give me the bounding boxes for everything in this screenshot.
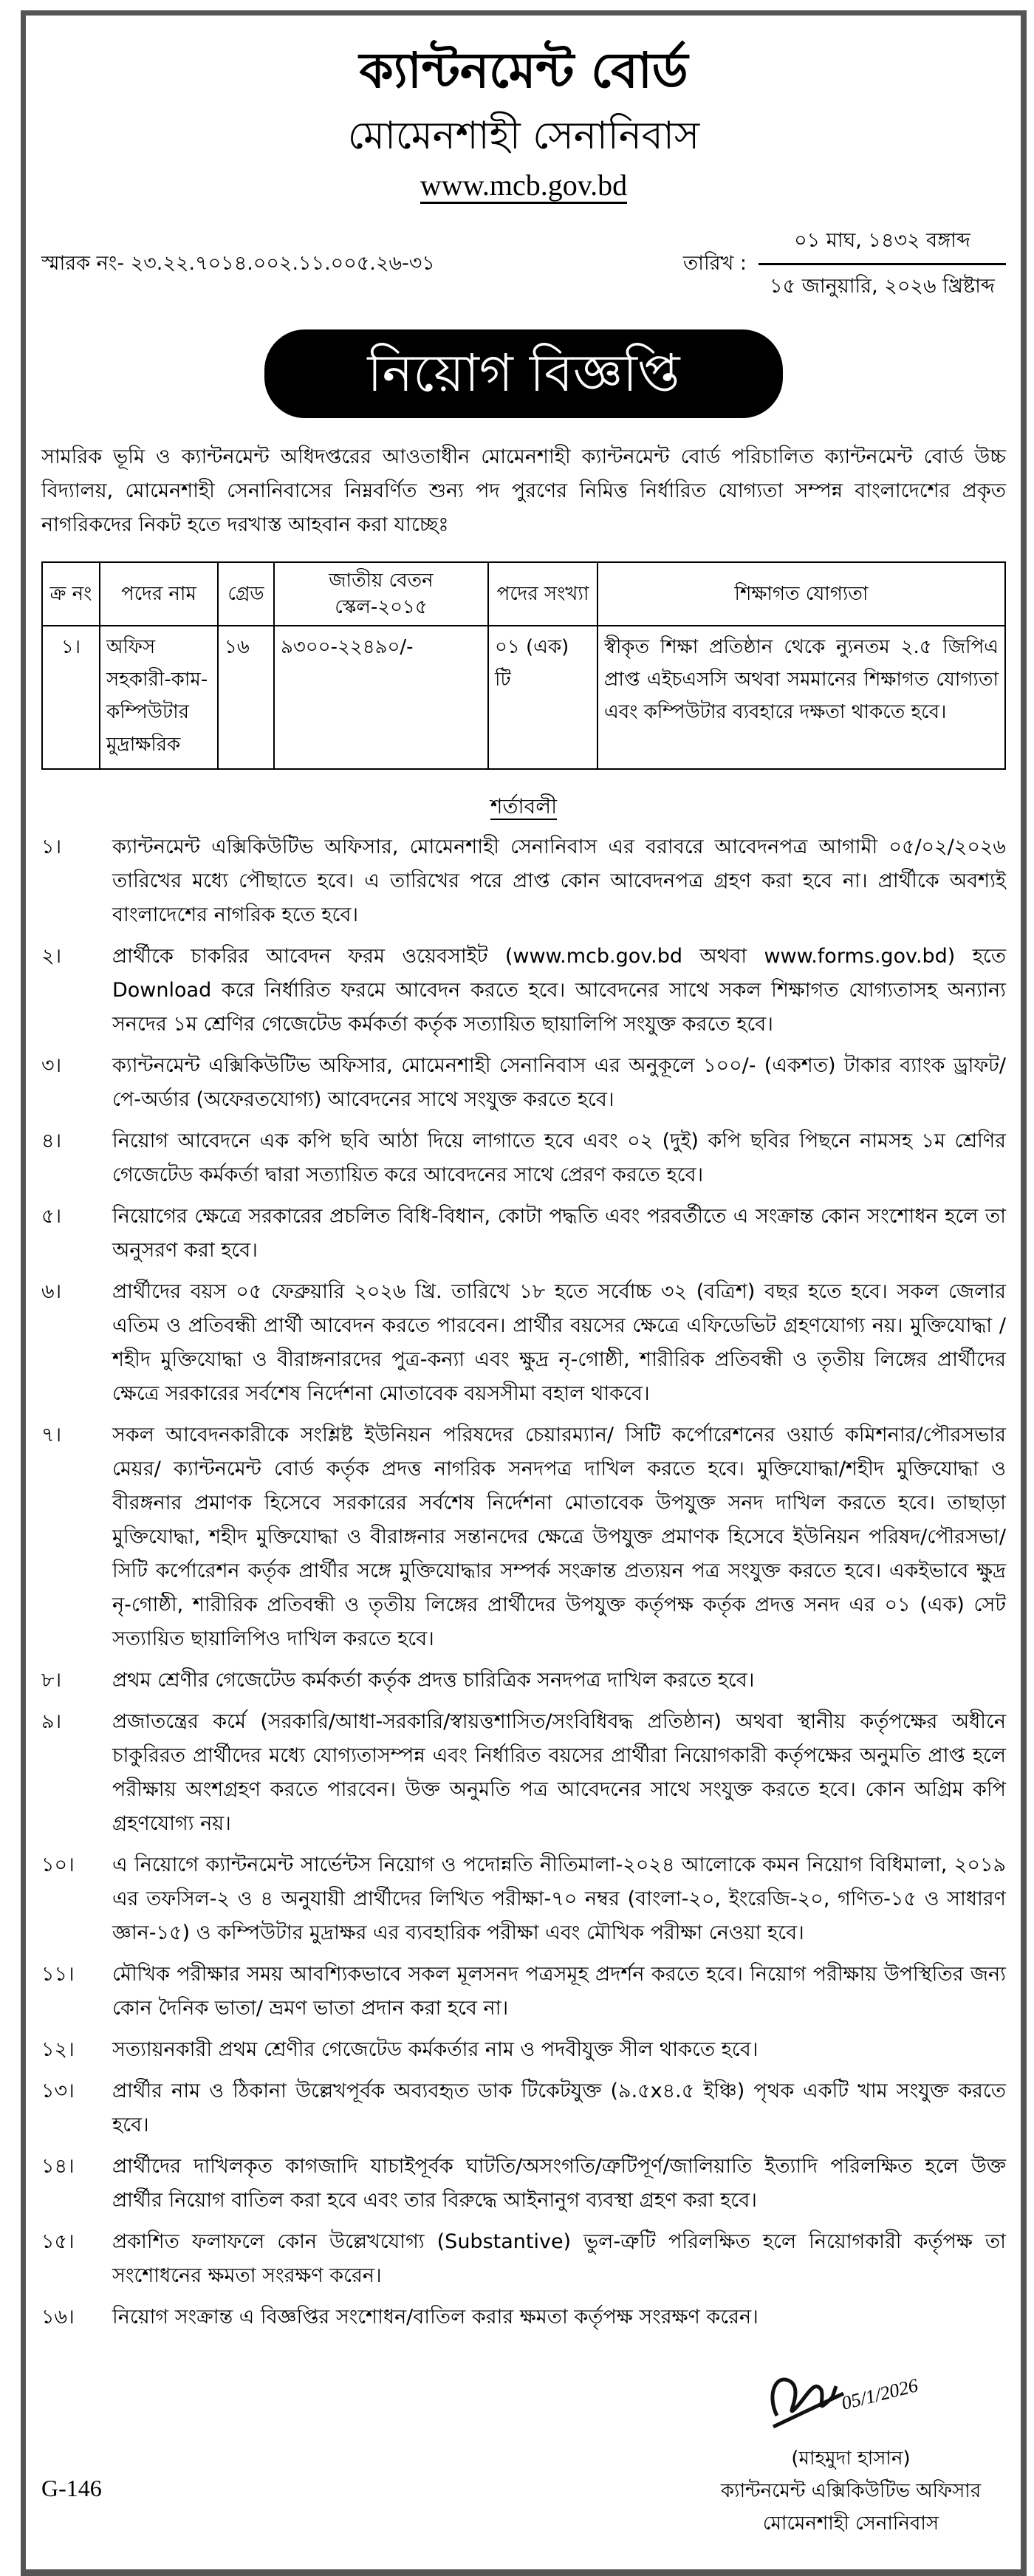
term-item [41, 1848, 1006, 1950]
term-number: ৮। [41, 1669, 62, 1692]
term-item [41, 830, 1006, 932]
cell-post-name: অফিস সহকারী-কাম-কম্পিউটার মুদ্রাক্ষরিক [100, 626, 218, 769]
signature-column [696, 2364, 1006, 2540]
memo-number: স্মারক নং- ২৩.২২.৭০১৪.০০২.১১.০০৫.২৬-৩১ [41, 252, 435, 275]
term-item [41, 2225, 1006, 2293]
term-number: ৬। [41, 1280, 62, 1303]
terms-list [41, 830, 1006, 2334]
term-text: ক্যান্টনমেন্ট এক্সিকিউটিভ অফিসার, মোমেনশাহী সেনানিবাস এর বরাবরে আবেদনপত্র আগামী ০৫/০২/২০২৬ তারিখের মধ্যে পৌছাতে হবে। এ তারিখের পরে প্রাপ্ত কোন আবেদনপত্র গ্রহণ করা হবে না। প্রার্থীকে অবশ্যই বাংলাদেশের নাগরিক হতে হবে। [112, 836, 1006, 926]
signature-date: 05/1/2026 [839, 2374, 920, 2414]
term-item [41, 1124, 1006, 1192]
cell-serial: ১। [42, 626, 100, 769]
term-item [41, 1200, 1006, 1268]
date-box [759, 225, 1006, 304]
term-text: ক্যান্টনমেন্ট এক্সিকিউটিভ অফিসার, মোমেনশাহী সেনানিবাস এর অনুকূলে ১০০/- (একশত) টাকার ব্যাংক ড্রাফট/পে-অর্ডার (অফেরতযোগ্য) আবেদনের সাথে সংযুক্ত করতে হবে। [112, 1054, 1006, 1111]
term-number: ১১। [41, 1963, 75, 1986]
date-wrap [683, 225, 1006, 304]
notice-title: নিয়োগ বিজ্ঞপ্তি [264, 329, 783, 418]
term-number: ৯। [41, 1710, 62, 1733]
term-item [41, 2074, 1006, 2142]
table-row [42, 626, 1005, 769]
term-item [41, 2033, 1006, 2067]
term-number: ১০। [41, 1854, 75, 1876]
term-number: ৪। [41, 1130, 62, 1152]
cell-pay-scale: ৯৩০০-২২৪৯০/- [274, 626, 488, 769]
term-item [41, 2150, 1006, 2218]
term-item [41, 1418, 1006, 1656]
term-text: প্রার্থীর নাম ও ঠিকানা উল্লেখপূর্বক অব্যবহৃত ডাক টিকেটযুক্ত (৯.৫x৪.৫ ইঞ্চি) পৃথক একটি খাম সংযুক্ত করতে হবে। [112, 2080, 1006, 2136]
document-border [21, 10, 1027, 2576]
term-text: প্রার্থীকে চাকরির আবেদন ফরম ওয়েবসাইট (www.mcb.gov.bd অথবা www.forms.gov.bd) হতে Download করে নির্ধারিত ফরমে আবেদন করতে হবে। আবেদনের সাথে সকল শিক্ষাগত যোগ্যতাসহ অন্যান্য সনদের ১ম শ্রেণির গেজেটেড কর্মকর্তা কর্তৃক সত্যায়িত ছায়ালিপি সংযুক্ত করতে হবে। [112, 945, 1006, 1036]
term-text: প্রজাতন্ত্রের কর্মে (সরকারি/আধা-সরকারি/স্বায়ত্তশাসিত/সংবিধিবদ্ধ প্রতিষ্ঠান) অথবা স্থানীয় কর্তৃপক্ষের অধীনে চাকুরিরত প্রার্থীদের মধ্যে যোগ্যতাসম্পন্ন এবং নির্ধারিত বয়সের প্রার্থীরা নিয়োগকারী কর্তৃপক্ষের অনুমতি প্রাপ্ত হলে পরীক্ষায় অংশগ্রহণ করতে পারবেন। উক্ত অনুমতি পত্র আবেদনের সাথে সংযুক্ত করতে হবে। কোন অগ্রিম কপি গ্রহণযোগ্য নয়। [112, 1710, 1006, 1835]
term-text: সত্যায়নকারী প্রথম শ্রেণীর গেজেটেড কর্মকর্তার নাম ও পদবীযুক্ত সীল থাকতে হবে। [112, 2038, 759, 2061]
col-serial: ক্র নং [42, 562, 100, 626]
cell-grade: ১৬ [218, 626, 274, 769]
term-number: ১২। [41, 2038, 75, 2061]
col-post-name: পদের নাম [100, 562, 218, 626]
memo-date-row [41, 225, 1006, 304]
term-number: ৩। [41, 1054, 62, 1077]
signature [762, 2364, 939, 2438]
term-item [41, 2300, 1006, 2334]
terms-heading: শর্তাবলী [490, 794, 558, 819]
org-title: ক্যান্টনমেন্ট বোর্ড [359, 42, 688, 99]
term-item [41, 1958, 1006, 2026]
term-text: নিয়োগ সংক্রান্ত এ বিজ্ঞপ্তির সংশোধন/বাতিল করার ক্ষমতা কর্তৃপক্ষ সংরক্ষণ করেন। [112, 2306, 759, 2329]
term-text: মৌখিক পরীক্ষার সময় আবশ্যিকভাবে সকল মূলসনদ পত্রসমূহ প্রদর্শন করতে হবে। নিয়োগ পরীক্ষায় উপস্থিতির জন্য কোন দৈনিক ভাতা/ ভ্রমণ ভাতা প্রদান করা হবে না। [112, 1963, 1006, 2020]
signer-block [721, 2442, 981, 2540]
signer-designation: ক্যান্টনমেন্ট এক্সিকিউটিভ অফিসার [720, 2480, 982, 2502]
col-grade: গ্রেড [218, 562, 274, 626]
term-number: ৭। [41, 1424, 62, 1446]
vacancy-table [41, 561, 1006, 770]
term-number: ১। [41, 836, 62, 858]
col-qualification: শিক্ষাগত যোগ্যতা [598, 562, 1005, 626]
term-number: ১৪। [41, 2155, 75, 2178]
term-item [41, 940, 1006, 1042]
term-text: প্রার্থীদের দাখিলকৃত কাগজাদি যাচাইপূর্বক ঘাটতি/অসংগতি/ত্রুটিপূর্ণ/জালিয়াতি ইত্যাদি পরিলক্ষিত হলে উক্ত প্রার্থীর নিয়োগ বাতিল করা হবে এবং তার বিরুদ্ধে আইনানুগ ব্যবস্থা গ্রহণ করা হবে। [112, 2155, 1006, 2212]
term-text: প্রকাশিত ফলাফলে কোন উল্লেখযোগ্য (Substantive) ভুল-ত্রুটি পরিলক্ষিত হলে নিয়োগকারী কর্তৃপক্ষ তা সংশোধনের ক্ষমতা সংরক্ষণ করেন। [112, 2230, 1006, 2287]
term-item [41, 1275, 1006, 1411]
term-text: এ নিয়োগে ক্যান্টনমেন্ট সার্ভেন্টস নিয়োগ ও পদোন্নতি নীতিমালা-২০২৪ আলোকে কমন নিয়োগ বিধিমালা, ২০১৯ এর তফসিল-২ ও ৪ অনুযায়ী প্রার্থীদের লিখিত পরীক্ষা-৭০ নম্বর (বাংলা-২০, ইংরেজি-২০, গণিত-১৫ ও সাধারণ জ্ঞান-১৫) ও কম্পিউটার মুদ্রাক্ষর এর ব্যবহারিক পরীক্ষা এবং মৌখিক পরীক্ষা নেওয়া হবে। [112, 1854, 1006, 1944]
col-pay-scale: জাতীয় বেতন স্কেল-২০১৫ [274, 562, 488, 626]
term-number: ২। [41, 945, 62, 968]
term-text: সকল আবেদনকারীকে সংশ্লিষ্ট ইউনিয়ন পরিষদের চেয়ারম্যান/ সিটি কর্পোরেশনের ওয়ার্ড কমিশনার/পৌরসভার মেয়র/ ক্যান্টনমেন্ট বোর্ড কর্তৃক প্রদত্ত নাগরিক সনদপত্র দাখিল করতে হবে। মুক্তিযোদ্ধা/শহীদ মুক্তিযোদ্ধা ও বীরঙ্গনার প্রমাণক হিসেবে সরকারের সর্বশেষ নির্দেশনা মোতাবেক উপযুক্ত সনদ দাখিল করতে হবে। তাছাড়া মুক্তিযোদ্ধা, শহীদ মুক্তিযোদ্ধা ও বীরাঙ্গনার সন্তানদের ক্ষেত্রে উপযুক্ত প্রমাণক হিসেবে ইউনিয়ন পরিষদ/পৌরসভা/সিটি কর্পোরেশন কর্তৃক প্রার্থীর সঙ্গে মুক্তিযোদ্ধার সম্পর্ক সংক্রান্ত প্রত্যয়ন পত্র সংযুক্ত করতে হবে। একইভাবে ক্ষুদ্র নৃ-গোষ্ঠী, শারীরিক প্রতিবন্ধী ও তৃতীয় লিঙ্গের প্রার্থীদের উপযুক্ত কর্তৃপক্ষ কর্তৃক প্রদত্ত সনদ এর ০১ (এক) সেট সত্যায়িত ছায়ালিপিও দাখিল করতে হবে। [112, 1424, 1006, 1650]
document-code: G-146 [41, 2475, 102, 2501]
terms-heading-wrap [41, 790, 1006, 823]
term-item [41, 1049, 1006, 1117]
term-item [41, 1705, 1006, 1841]
term-item [41, 1664, 1006, 1698]
term-text: প্রথম শ্রেণীর গেজেটেড কর্মকর্তা কর্তৃক প্রদত্ত চারিত্রিক সনদপত্র দাখিল করতে হবে। [112, 1669, 755, 1692]
website-link[interactable]: www.mcb.gov.bd [420, 168, 627, 204]
term-number: ১৫। [41, 2230, 75, 2253]
term-number: ৫। [41, 1205, 62, 1228]
term-number: ১৬। [41, 2306, 75, 2329]
term-text: নিয়োগ আবেদনে এক কপি ছবি আঠা দিয়ে লাগাতে হবে এবং ০২ (দুই) কপি ছবির পিছনে নামসহ ১ম শ্রেণির গেজেটেড কর্মকর্তা দ্বারা সত্যায়িত করে আবেদনের সাথে প্রেরণ করতে হবে। [112, 1130, 1006, 1186]
footer [41, 2364, 1006, 2540]
term-number: ১৩। [41, 2080, 75, 2102]
signer-place: মোমেনশাহী সেনানিবাস [762, 2512, 939, 2535]
website-link-wrap [41, 165, 1006, 206]
date-english: ১৫ জানুয়ারি, ২০২৬ খ্রিষ্টাব্দ [770, 275, 995, 298]
term-text: প্রার্থীদের বয়স ০৫ ফেব্রুয়ারি ২০২৬ খ্রি. তারিখে ১৮ হতে সর্বোচ্চ ৩২ (বত্রিশ) বছর হতে হবে। সকল জেলার এতিম ও প্রতিবন্ধী প্রার্থী আবেদন করতে পারবেন। প্রার্থীর বয়সের ক্ষেত্রে এফিডেভিট গ্রহণযোগ্য নয়। মুক্তিযোদ্ধা / শহীদ মুক্তিযোদ্ধা ও বীরাঙ্গনারদের পুত্র-কন্যা এবং ক্ষুদ্র নৃ-গোষ্ঠী, শারীরিক প্রতিবন্ধী ও তৃতীয় লিঙ্গের প্রার্থীদের ক্ষেত্রে সরকারের সর্বশেষ নির্দেশনা মোতাবেক বয়সসীমা বহাল থাকবে। [112, 1280, 1006, 1405]
signer-name: (মাহমুদা হাসান) [791, 2447, 911, 2470]
intro-paragraph: সামরিক ভূমি ও ক্যান্টনমেন্ট অধিদপ্তরের আওতাধীন মোমেনশাহী ক্যান্টনমেন্ট বোর্ড পরিচালিত ক্যান্টনমেন্ট বোর্ড উচ্চ বিদ্যালয়, মোমেনশাহী সেনানিবাসের নিম্নবর্ণিত শুন্য পদ পুরণের নিমিত্ত নির্ধারিত যোগ্যতা সম্পন্ন বাংলাদেশের প্রকৃত নাগরিকদের নিকট হতে দরখাস্ত আহবান করা যাচ্ছেঃ [41, 445, 1006, 536]
table-header-row [42, 562, 1005, 626]
date-label: তারিখ : [682, 252, 747, 275]
cell-post-count: ০১ (এক) টি [488, 626, 598, 769]
date-bangla: ০১ মাঘ, ১৪৩২ বঙ্গাব্দ [759, 225, 1006, 265]
location-subtitle: মোমেনশাহী সেনানিবাস [347, 114, 700, 158]
col-post-count: পদের সংখ্যা [488, 562, 598, 626]
term-text: নিয়োগের ক্ষেত্রে সরকারের প্রচলিত বিধি-বিধান, কোটা পদ্ধতি এবং পরবর্তীতে এ সংক্রান্ত কোন সংশোধন হলে তা অনুসরণ করা হবে। [112, 1205, 1006, 1262]
cell-qualification: স্বীকৃত শিক্ষা প্রতিষ্ঠান থেকে ন্যুনতম ২.৫ জিপিএ প্রাপ্ত এইচএসসি অথবা সমমানের শিক্ষাগত যোগ্যতা এবং কম্পিউটার ব্যবহারে দক্ষতা থাকতে হবে। [598, 626, 1005, 769]
